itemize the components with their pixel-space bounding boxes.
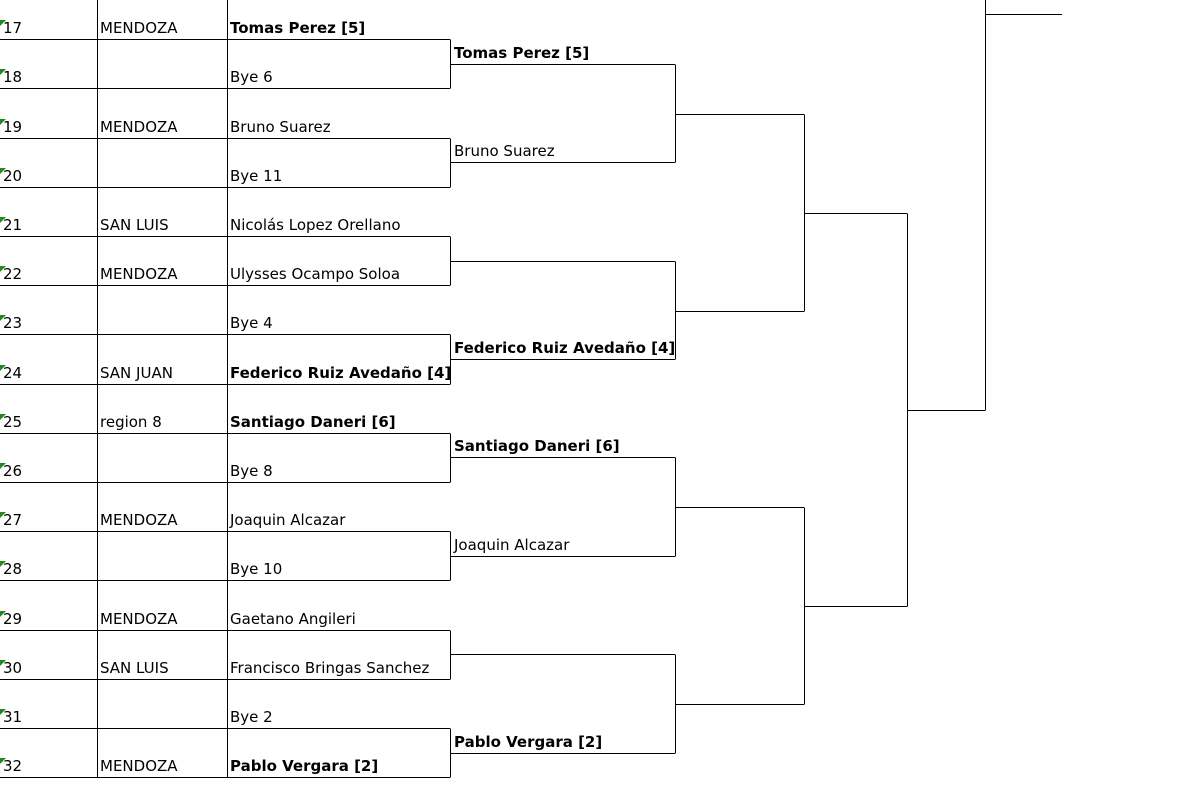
round2-player: Tomas Perez [5]	[454, 43, 590, 62]
entry-region: SAN LUIS	[100, 658, 169, 677]
entry-player: Santiago Daneri [6]	[230, 412, 396, 431]
round2-player: Bruno Suarez	[454, 142, 555, 161]
entry-number: 26	[3, 462, 23, 480]
entry-player: Bye 6	[230, 68, 273, 87]
entry-number: 22	[3, 265, 23, 284]
entry-player: Bye 10	[230, 560, 283, 579]
entry-player: Bruno Suarez	[230, 117, 331, 136]
entry-region: SAN LUIS	[100, 216, 169, 234]
entry-number: 17	[3, 19, 23, 38]
entry-region: SAN JUAN	[100, 363, 173, 382]
entry-number: 18	[3, 68, 23, 87]
entry-number: 31	[3, 708, 23, 726]
entry-region: MENDOZA	[100, 609, 178, 628]
entry-region: MENDOZA	[100, 19, 178, 38]
entry-player: Joaquin Alcazar	[230, 511, 346, 530]
entry-player: Federico Ruiz Avedaño [4]	[230, 363, 452, 382]
entry-region: MENDOZA	[100, 511, 178, 530]
entry-player: Tomas Perez [5]	[230, 19, 366, 38]
entry-region: MENDOZA	[100, 265, 178, 284]
entry-region: MENDOZA	[100, 117, 178, 136]
entry-player: Pablo Vergara [2]	[230, 757, 379, 776]
entry-number: 19	[3, 117, 23, 136]
entry-player: Ulysses Ocampo Soloa	[230, 265, 401, 284]
entry-player: Bye 2	[230, 708, 273, 726]
entry-number: 27	[3, 511, 23, 530]
entry-number: 23	[3, 314, 23, 333]
round2-player: Federico Ruiz Avedaño [4]	[454, 339, 676, 357]
entry-player: Gaetano Angileri	[230, 609, 356, 628]
entry-player: Nicolás Lopez Orellano	[230, 216, 401, 234]
entry-player: Bye 8	[230, 462, 273, 480]
entry-region: region 8	[100, 412, 162, 431]
round2-player: Pablo Vergara [2]	[454, 732, 603, 751]
entry-player: Bye 4	[230, 314, 273, 333]
entry-number: 20	[3, 166, 23, 185]
entry-number: 21	[3, 216, 23, 234]
entry-player: Francisco Bringas Sanchez	[230, 658, 430, 677]
entry-number: 32	[3, 757, 23, 776]
round2-player: Joaquin Alcazar	[454, 535, 570, 554]
entry-region: MENDOZA	[100, 757, 178, 776]
entry-number: 25	[3, 412, 23, 431]
entry-number: 30	[3, 658, 23, 677]
entry-number: 29	[3, 609, 23, 628]
entry-number: 24	[3, 363, 23, 382]
entry-player: Bye 11	[230, 166, 283, 185]
round2-player: Santiago Daneri [6]	[454, 437, 620, 456]
entry-number: 28	[3, 560, 23, 579]
